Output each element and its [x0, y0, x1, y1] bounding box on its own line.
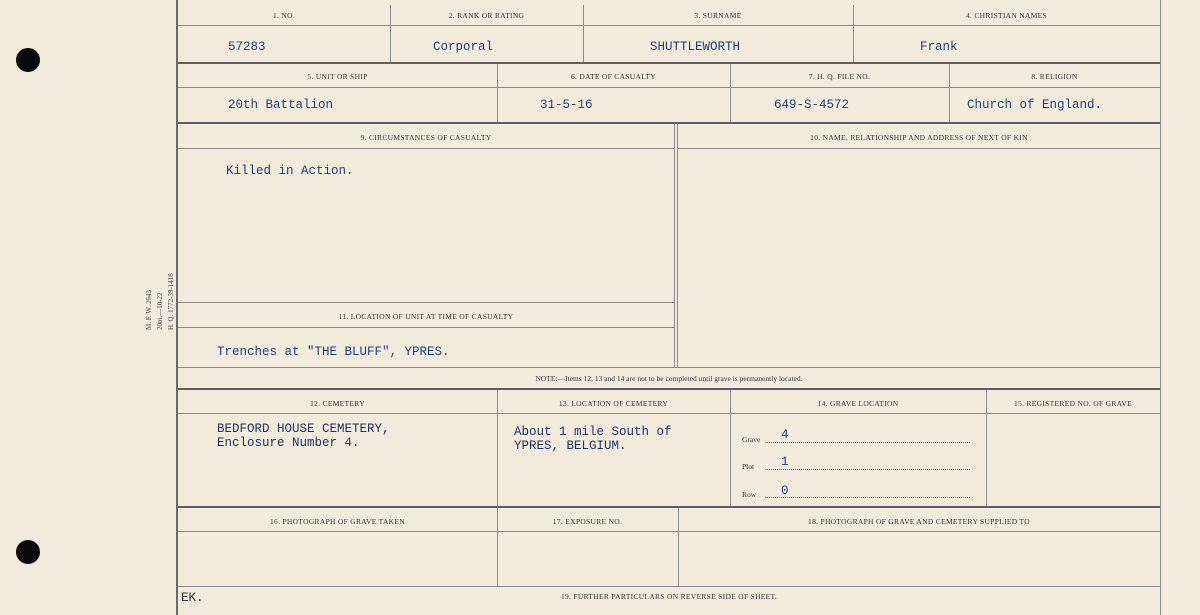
header-cemetery: 12. CEMETERY [310, 399, 365, 408]
rule [178, 413, 1160, 414]
note: NOTE:—Items 12, 13 and 14 are not to be completed until grave is permanently located. [535, 374, 803, 383]
value-cemetery-2: Enclosure Number 4. [217, 436, 360, 450]
value-surname: SHUTTLEWORTH [650, 40, 741, 54]
rule [178, 367, 1160, 368]
header-exposure: 17. EXPOSURE NO. [552, 517, 623, 526]
value-row: 0 [781, 484, 789, 498]
value-no: 57283 [228, 40, 266, 54]
rule [178, 531, 1160, 532]
header-further-particulars: 19. FURTHER PARTICULARS ON REVERSE SIDE OF SHEET. [560, 592, 778, 601]
margin-code-1: M. F. W. 2643 [145, 290, 153, 330]
divider [677, 124, 678, 368]
header-cemetery-location: 13. LOCATION OF CEMETERY [558, 399, 669, 408]
punch-hole-top [16, 48, 40, 72]
value-circumstances: Killed in Action. [226, 164, 354, 178]
value-location-of-unit: Trenches at "THE BLUFF", YPRES. [217, 345, 450, 359]
margin-code-2: 20m.—10-22 [156, 292, 164, 330]
header-location-of-unit: 11. LOCATION OF UNIT AT TIME OF CASUALTY [338, 312, 514, 321]
header-photo-taken: 16. PHOTOGRAPH OF GRAVE TAKEN [270, 517, 405, 526]
header-surname: 3. SURNAME [694, 11, 742, 20]
row-label: Row [742, 490, 757, 499]
value-cemetery-1: BEDFORD HOUSE CEMETERY, [217, 422, 390, 436]
rule [178, 87, 1160, 88]
rule [178, 122, 1160, 124]
rule [178, 148, 674, 149]
value-initials: EK. [181, 591, 204, 605]
header-unit: 5. UNIT OR SHIP [307, 72, 368, 81]
rule [178, 25, 1160, 26]
header-circumstances: 9. CIRCUMSTANCES OF CASUALTY [360, 133, 492, 142]
header-hq: 7. H. Q. FILE NO. [808, 72, 871, 81]
rule [178, 62, 1160, 64]
grave-label: Grave [742, 435, 761, 444]
header-next-of-kin: 10. NAME, RELATIONSHIP AND ADDRESS OF NEXT OF KIN [810, 133, 1028, 142]
value-cem-location-1: About 1 mile South of [514, 425, 672, 439]
right-border [1160, 0, 1161, 615]
header-grave-location: 14. GRAVE LOCATION [817, 399, 899, 408]
value-christian: Frank [920, 40, 958, 54]
row-dotted-line [765, 497, 970, 498]
rule [178, 506, 1160, 508]
grave-dotted-line [765, 442, 970, 443]
rule [678, 148, 1160, 149]
margin-code-3: H. Q. 1772-39-1418 [167, 273, 175, 330]
value-religion: Church of England. [967, 98, 1103, 112]
value-unit: 20th Battalion [228, 98, 334, 112]
rule [178, 388, 1160, 390]
punch-hole-bottom [16, 540, 40, 564]
value-cem-location-2: YPRES, BELGIUM. [514, 439, 627, 453]
header-christian: 4. CHRISTIAN NAMES [965, 11, 1048, 20]
value-plot: 1 [781, 455, 789, 469]
divider [674, 124, 675, 368]
rule [178, 586, 1160, 587]
rule [178, 302, 674, 303]
header-registered: 15. REGISTERED NO. OF GRAVE [1014, 399, 1132, 408]
plot-label: Plot [742, 462, 755, 471]
value-hq: 649-S-4572 [774, 98, 850, 112]
header-religion: 8. RELIGION [1031, 72, 1078, 81]
value-grave: 4 [781, 428, 789, 442]
value-date: 31-5-16 [540, 98, 593, 112]
header-no: 1. NO. [272, 11, 295, 20]
header-date: 6. DATE OF CASUALTY [570, 72, 656, 81]
header-photo-supplied: 18. PHOTOGRAPH OF GRAVE AND CEMETERY SUPPLIED TO [808, 517, 1030, 526]
plot-dotted-line [765, 469, 970, 470]
value-rank: Corporal [433, 40, 494, 54]
rule [178, 327, 674, 328]
header-rank: 2. RANK OR RATING [448, 11, 525, 20]
